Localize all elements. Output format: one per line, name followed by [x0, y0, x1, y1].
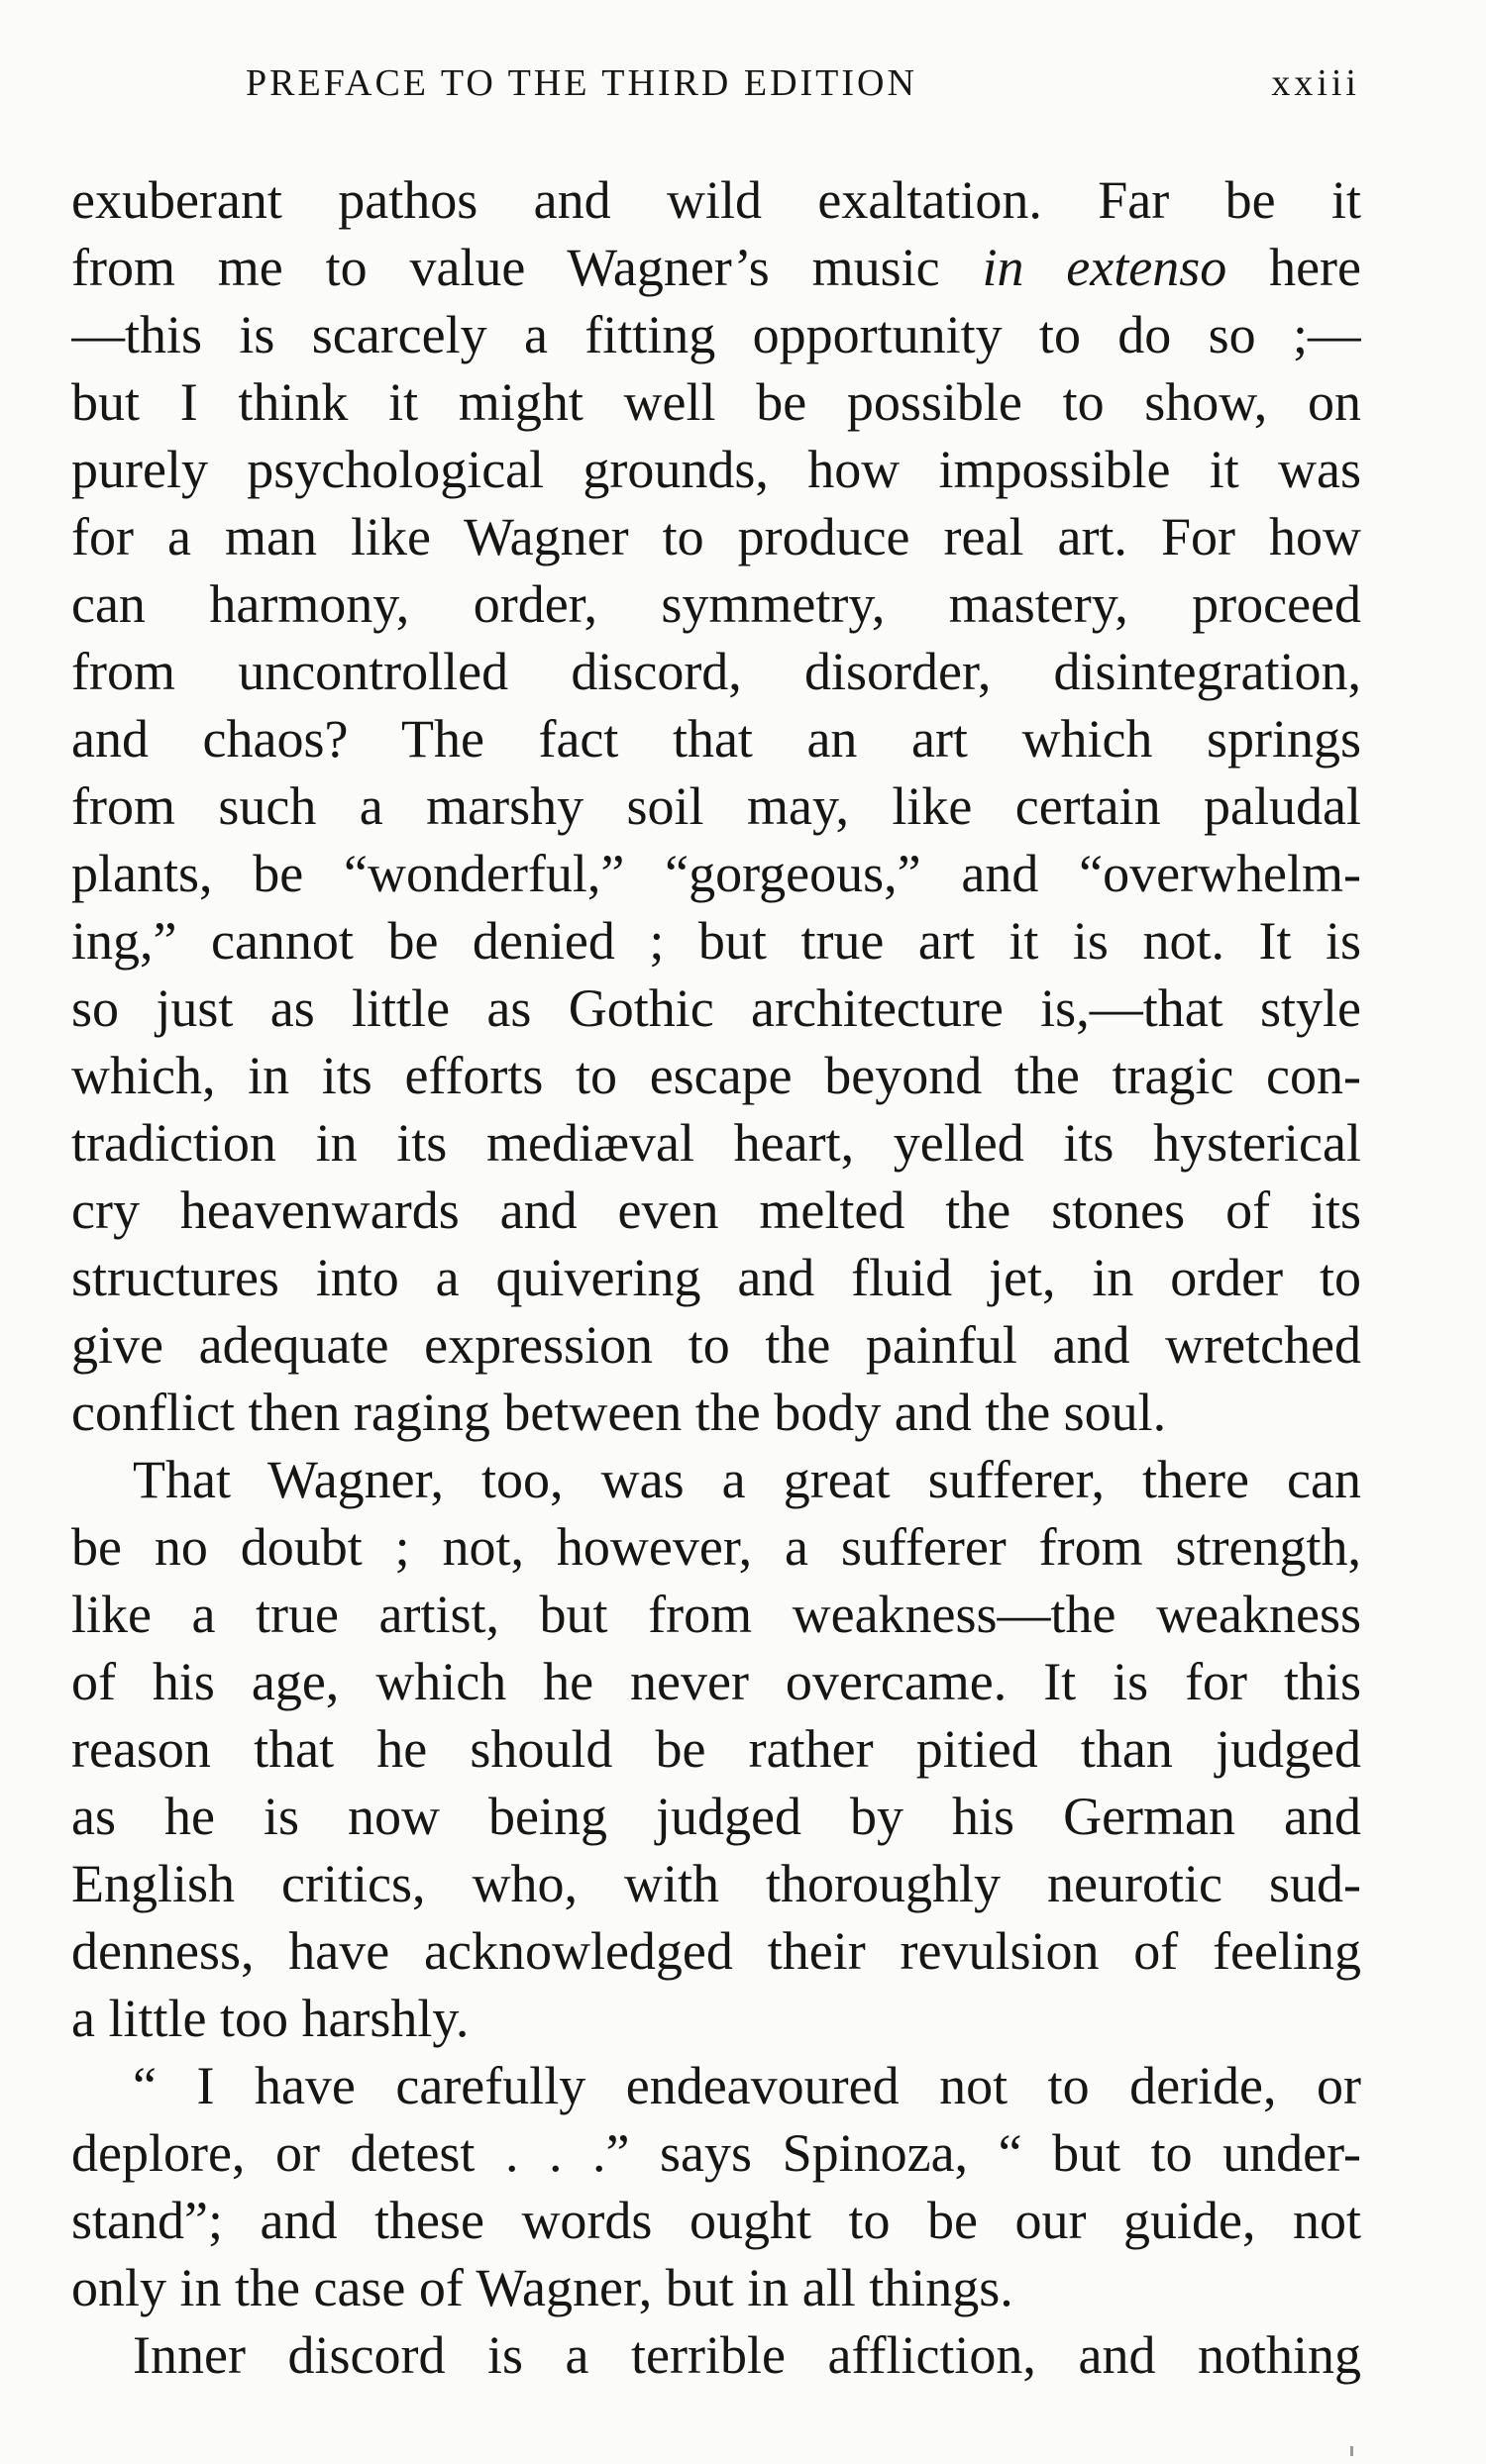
text-line: cry heavenwards and even melted the stones of its	[71, 1181, 1361, 1240]
text-line: —this is scarcely a fitting opportunity to do so ;—	[71, 305, 1361, 364]
text-line: ing,” cannot be denied ; but true art it is not. It is	[71, 911, 1361, 971]
text-line: deplore, or detest . . .” says Spinoza, “ but to under-	[71, 2123, 1361, 2183]
text-line: reason that he should be rather pitied than judged	[71, 1719, 1361, 1779]
text-line: plants, be “wonderful,” “gorgeous,” and “overwhelm-	[71, 844, 1361, 903]
text-line: for a man like Wagner to produce real art. For how	[71, 507, 1361, 566]
page-body-text	[71, 166, 1361, 2389]
page-number: xxiii	[1271, 62, 1360, 104]
text-line: of his age, which he never overcame. It is for this	[71, 1652, 1361, 1711]
italic-phrase: in extenso	[982, 238, 1227, 297]
text-line: like a true artist, but from weakness—the weakness	[71, 1585, 1361, 1644]
text-run: from me to value Wagner’s music	[71, 238, 983, 297]
text-line: structures into a quivering and fluid jet, in order to	[71, 1248, 1361, 1307]
text-line: and chaos? The fact that an art which springs	[71, 709, 1361, 769]
paragraph-first-line: “ I have carefully endeavoured not to deride, or	[133, 2056, 1361, 2115]
text-line: denness, have acknowledged their revulsion of feeling	[71, 1921, 1361, 1981]
text-line: only in the case of Wagner, but in all things.	[71, 2258, 1013, 2317]
text-line: can harmony, order, symmetry, mastery, proceed	[71, 574, 1361, 634]
text-line: from such a marshy soil may, like certain paludal	[71, 776, 1361, 836]
text-line: from uncontrolled discord, disorder, disintegration,	[71, 642, 1361, 701]
text-line: give adequate expression to the painful and wretched	[71, 1315, 1361, 1375]
running-header	[246, 61, 1360, 121]
text-line: tradiction in its mediæval heart, yelled its hysterical	[71, 1113, 1361, 1173]
text-line: so just as little as Gothic architecture is,—that style	[71, 978, 1361, 1038]
text-line: conflict then raging between the body and the soul.	[71, 1383, 1167, 1442]
text-line: as he is now being judged by his German and	[71, 1787, 1361, 1846]
running-title: PREFACE TO THE THIRD EDITION	[246, 62, 917, 104]
text-line: English critics, who, with thoroughly neurotic sud-	[71, 1854, 1361, 1913]
text-line: which, in its efforts to escape beyond the tragic con-	[71, 1046, 1361, 1105]
text-line: stand”; and these words ought to be our guide, not	[71, 2191, 1361, 2250]
paper-speck	[1350, 2446, 1353, 2456]
paragraph-first-line: Inner discord is a terrible affliction, and nothing	[133, 2325, 1361, 2385]
text-line: a little too harshly.	[71, 1989, 470, 2048]
text-run: here	[1226, 238, 1361, 297]
text-line	[71, 234, 1361, 301]
text-line: but I think it might well be possible to show, on	[71, 372, 1361, 432]
text-line: be no doubt ; not, however, a sufferer from strength,	[71, 1517, 1361, 1577]
paragraph-first-line: That Wagner, too, was a great sufferer, there can	[133, 1450, 1361, 1509]
text-line: exuberant pathos and wild exaltation. Far be it	[71, 170, 1361, 230]
text-line: purely psychological grounds, how impossible it was	[71, 440, 1361, 499]
